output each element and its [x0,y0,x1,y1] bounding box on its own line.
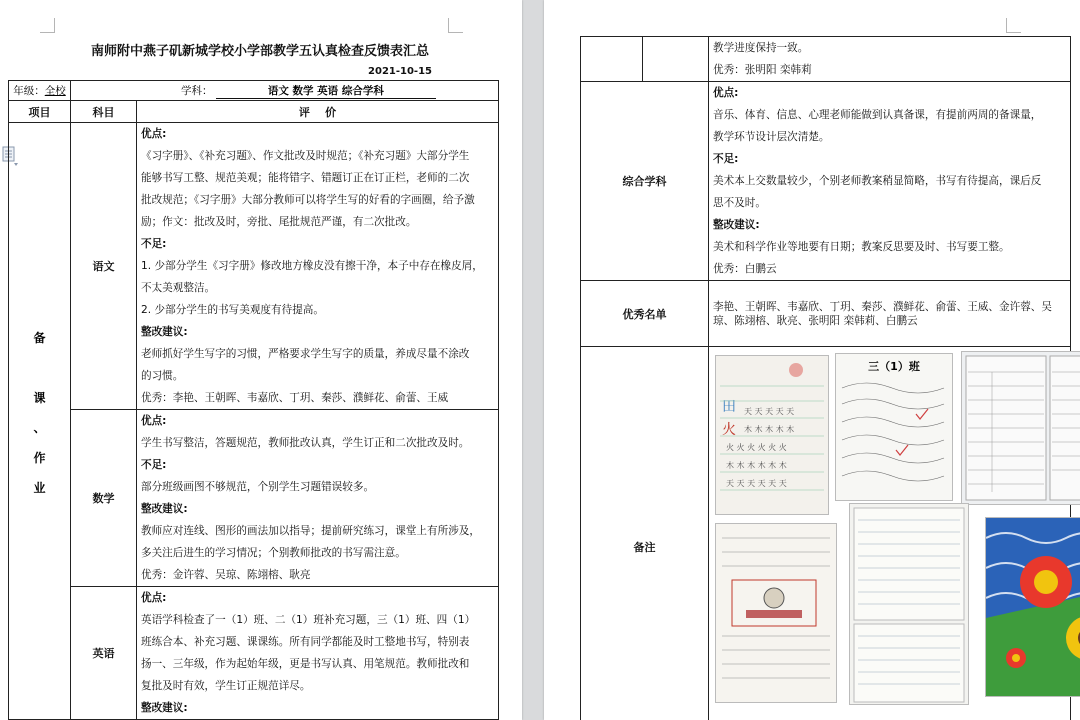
section-heading: 整改建议: [713,219,760,231]
subject-english-continued [643,37,709,82]
col-header-subject: 科目 [71,101,137,123]
right-page [544,0,1080,720]
comprehensive-eval [709,82,1071,281]
composition-photo[interactable] [715,523,837,703]
svg-text:木 木 木 木 木 木: 木 木 木 木 木 木 [726,461,787,470]
eval-line: 教师应对连线、图形的画法加以指导；提前研究练习，课堂上有所涉及， [141,525,480,537]
notes-photos [709,347,1071,720]
eval-line: 不太美观整洁。 [141,282,216,294]
grade-cell [9,81,71,101]
eval-line: 优秀：白鹏云 [713,263,777,275]
eval-line: 美术本上交数量较少，个别老师教案稍显简略，书写有待提高，课后反 [713,175,1042,187]
col-header-eval: 评 价 [137,101,499,123]
chinese-eval [137,123,499,410]
section-heading: 不足: [713,153,739,165]
grade-value: 全校 [44,85,66,97]
homework-photo[interactable] [715,355,829,515]
eval-line: 教学环节设计层次清楚。 [713,131,830,143]
subject-label: 学科： [181,84,213,97]
lesson-plan-photo[interactable] [961,351,1080,505]
notebook-photo[interactable] [849,503,969,705]
class-photo-label: 三（1）班 [868,360,920,373]
excellent-list: 李艳、王朝晖、韦嘉欣、丁玥、秦莎、濮鲜花、俞蕾、王威、金许蓉、吴琼、陈翊榕、耿亮、张明阳 栾韩莉、白鹏云 [709,281,1071,347]
section-heading: 优点: [141,128,167,140]
eval-line: 扬一、三年级，作为起始年级，更是书写认真、用笔规范。教师批改和 [141,658,470,670]
math-eval [137,410,499,587]
subject-cell [71,81,499,101]
eval-line: 励；作文：批改及时，旁批、尾批规范严谨，有二次批改。 [141,216,417,228]
section-heading: 整改建议: [141,503,188,515]
eval-line: 《习字册》、《补充习题》、作文批改及时规范；《补充习题》大部分学生 [141,150,470,162]
category-char: 备 [33,331,46,345]
svg-text:天 天 天 天 天: 天 天 天 天 天 [744,407,795,416]
math-row [9,410,499,587]
eval-line: 批改规范；《习字册》大部分教师可以将学生写的好看的字画圈，给予激 [141,194,475,206]
category-char: 业 [33,481,46,495]
eval-line: 部分班级画图不够规范，个别学生习题错误较多。 [141,481,375,493]
notes-row [581,347,1071,720]
svg-text:火 火 火 火 火 火: 火 火 火 火 火 火 [726,443,787,452]
crop-mark [1006,18,1021,33]
crop-mark [448,18,463,33]
eval-line: 1. 少部分学生《习字册》修改地方橡皮没有擦干净，本子中存在橡皮屑， [141,260,483,272]
comprehensive-row [581,82,1071,281]
subject-value: 语文 数学 英语 综合学科 [216,83,436,99]
info-row [9,81,499,101]
report-date: 2021-10-15 [368,66,432,77]
section-heading: 不足: [141,238,167,250]
english-row [9,587,499,720]
svg-text:田: 田 [722,399,736,415]
subject-comprehensive: 综合学科 [581,82,709,281]
english-continued-row [581,37,1071,82]
eval-line: 优秀：金许蓉、吴琼、陈翊榕、耿亮 [141,569,311,581]
chinese-row [9,123,499,410]
eval-line: 班练合本、补充习题、课课练。所有同学都能及时工整地书写，特别表 [141,636,470,648]
eval-line: 2. 少部分学生的书写美观度有待提高。 [141,304,324,316]
feedback-table [8,80,499,720]
eval-line: 英语学科检查了一（1）班、二（1）班补充习题，三（1）班、四（1） [141,614,476,626]
svg-text:木 木 木 木 木: 木 木 木 木 木 [744,425,795,434]
subject-english: 英语 [71,587,137,720]
artwork-photo[interactable] [985,517,1080,697]
section-heading: 优点: [141,415,167,427]
eval-line: 复批及时有效，学生订正规范详尽。 [141,680,311,692]
grade-label: 年级： [13,85,45,97]
svg-text:天 天 天 天 天 天: 天 天 天 天 天 天 [726,479,787,488]
eval-line: 老师抓好学生写字的习惯，严格要求学生写字的质量，养成尽量不涂改 [141,348,470,360]
section-heading: 整改建议: [141,326,188,338]
section-heading: 优点: [713,87,739,99]
subject-chinese: 语文 [71,123,137,410]
excellent-row [581,281,1071,347]
category-char: 作 [33,451,46,465]
eval-line: 优秀：李艳、王朝晖、韦嘉欣、丁玥、秦莎、濮鲜花、俞蕾、王威 [141,392,449,404]
eval-line: 音乐、体育、信息、心理老师能做到认真备课，有提前两周的备课量， [713,109,1042,121]
eval-line: 思不及时。 [713,197,766,209]
eval-line: 能够书写工整、规范美观；能将错字、错题订正在订正栏，老师的二次 [141,172,470,184]
category-char: 课 [33,391,46,405]
category-label [9,123,70,503]
notes-label: 备注 [581,347,709,720]
eval-line: 学生书写整洁，答题规范，教师批改认真，学生订正和二次批改及时。 [141,437,470,449]
section-heading: 不足: [141,459,167,471]
excellent-label: 优秀名单 [581,281,709,347]
eval-line: 教学进度保持一致。 [713,42,809,54]
english-eval-continued [709,37,1071,82]
eval-line: 优秀：张明阳 栾韩莉 [713,64,812,76]
class-photo[interactable] [835,353,953,501]
eval-line: 的习惯。 [141,370,184,382]
english-eval [137,587,499,720]
svg-text:火: 火 [722,422,736,438]
feedback-table-continued [580,36,1071,720]
subject-math: 数学 [71,410,137,587]
document-title: 南师附中燕子矶新城学校小学部教学五认真检查反馈表汇总 [90,44,429,59]
left-page [0,0,522,720]
category-cell [9,123,71,720]
category-cell-continued [581,37,643,82]
eval-line: 多关注后进生的学习情况；个别教师批改的书写需注意。 [141,547,406,559]
section-heading: 整改建议: [141,702,188,714]
category-char: 、 [33,421,46,435]
header-row [9,101,499,123]
col-header-item: 项目 [9,101,71,123]
section-heading: 优点: [141,592,167,604]
eval-line: 美术和科学作业等地要有日期；教案反思要及时、书写要工整。 [713,241,1010,253]
crop-mark [40,18,55,33]
